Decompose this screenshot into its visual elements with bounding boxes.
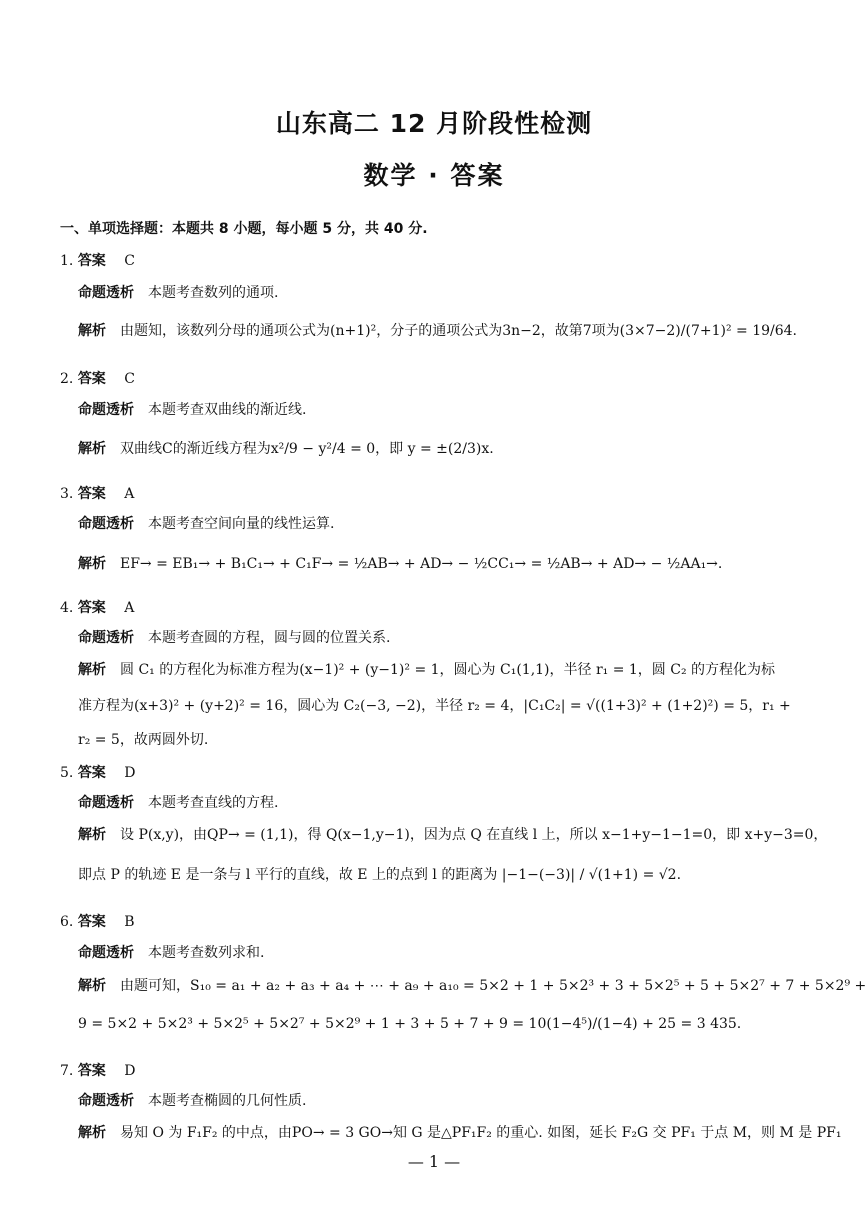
solution-text: 易知 O 为 F₁F₂ 的中点，由PO→ = 3 GO→知 G 是△PF₁F₂ 的重心. 如图，延长 F₂G 交 PF₁ 于点 M，则 M 是 PF₁ — [120, 1125, 842, 1141]
solution-label: 解析 — [78, 556, 106, 572]
analysis-row-4 — [78, 629, 808, 647]
solution-row-6 — [78, 977, 867, 995]
analysis-label: 命题透析 — [78, 1093, 134, 1109]
analysis-label: 命题透析 — [78, 516, 134, 532]
question-number: 1. — [60, 253, 74, 269]
analysis-text: 本题考查数列的通项. — [148, 285, 279, 301]
answer-label: 答案 — [77, 914, 106, 930]
solution-row-4 — [78, 661, 808, 679]
solution-row-3 — [78, 555, 808, 573]
solution-label: 解析 — [78, 323, 106, 339]
answer-row-1 — [60, 250, 135, 270]
solution-row-5 — [78, 826, 828, 844]
analysis-label: 命题透析 — [78, 795, 134, 811]
analysis-text: 本题考查数列求和. — [148, 945, 265, 961]
answer-row-6 — [60, 911, 135, 931]
analysis-text: 本题考查直线的方程. — [148, 795, 279, 811]
analysis-label: 命题透析 — [78, 285, 134, 301]
solution-label: 解析 — [78, 662, 106, 678]
analysis-row-6 — [78, 944, 808, 962]
question-number: 3. — [60, 486, 74, 502]
analysis-label: 命题透析 — [78, 402, 134, 418]
solution-label: 解析 — [78, 827, 106, 843]
analysis-text: 本题考查空间向量的线性运算. — [148, 516, 335, 532]
solution-row-1 — [78, 322, 808, 340]
solution-row-6-cont-1: 9 = 5×2 + 5×2³ + 5×2⁵ + 5×2⁷ + 5×2⁹ + 1 + 3 + 5 + 7 + 9 = 10(1−4⁵)/(1−4) + 25 = 3 435. — [78, 1016, 742, 1032]
answer-label: 答案 — [77, 253, 106, 269]
solution-row-4-cont-2: r₂ = 5，故两圆外切. — [78, 732, 209, 748]
analysis-row-3 — [78, 515, 808, 533]
section-heading: 一、单项选择题：本题共 8 小题，每小题 5 分，共 40 分. — [60, 221, 428, 237]
page-number: — 1 — — [407, 1152, 461, 1171]
answer-label: 答案 — [77, 600, 106, 616]
answer-value: D — [124, 765, 136, 781]
solution-text: 由题知，该数列分母的通项公式为(n+1)²，分子的通项公式为3n−2，故第7项为(3×7−2)/(7+1)² = 19/64. — [120, 323, 797, 339]
answer-value: C — [124, 371, 135, 387]
answer-row-5 — [60, 762, 136, 782]
answer-row-3 — [60, 483, 134, 503]
document-title: 山东高二 12 月阶段性检测 — [275, 109, 593, 138]
analysis-row-2 — [78, 401, 808, 419]
analysis-label: 命题透析 — [78, 945, 134, 961]
answer-label: 答案 — [77, 486, 106, 502]
solution-row-7 — [78, 1124, 842, 1142]
analysis-text: 本题考查圆的方程，圆与圆的位置关系. — [148, 630, 391, 646]
answer-value: A — [124, 600, 135, 616]
analysis-text: 本题考查椭圆的几何性质. — [148, 1093, 307, 1109]
question-number: 5. — [60, 765, 74, 781]
solution-row-5-cont-1: 即点 P 的轨迹 E 是一条与 l 平行的直线，故 E 上的点到 l 的距离为 |−1−(−3)| / √(1+1) = √2. — [78, 867, 682, 883]
answer-label: 答案 — [77, 765, 106, 781]
question-number: 4. — [60, 600, 74, 616]
answer-label: 答案 — [77, 371, 106, 387]
answer-label: 答案 — [77, 1063, 106, 1079]
answer-row-4 — [60, 597, 134, 617]
analysis-row-7 — [78, 1092, 808, 1110]
solution-row-4-cont-1: 准方程为(x+3)² + (y+2)² = 16，圆心为 C₂(−3, −2)，半径 r₂ = 4，|C₁C₂| = √((1+3)² + (1+2)²) = 5，r₁ + — [78, 698, 791, 714]
solution-row-2 — [78, 440, 808, 458]
answer-value: A — [124, 486, 135, 502]
solution-label: 解析 — [78, 1125, 106, 1141]
analysis-row-1 — [78, 284, 808, 302]
solution-text: 由题可知，S₁₀ = a₁ + a₂ + a₃ + a₄ + ⋯ + a₉ + a₁₀ = 5×2 + 1 + 5×2³ + 3 + 5×2⁵ + 5 + 5×2⁷ + 7 + 5×2⁹ + — [120, 978, 867, 994]
question-number: 6. — [60, 914, 74, 930]
answer-value: D — [124, 1063, 136, 1079]
answer-row-7 — [60, 1060, 136, 1080]
solution-text: 圆 C₁ 的方程化为标准方程为(x−1)² + (y−1)² = 1，圆心为 C₁(1,1)，半径 r₁ = 1，圆 C₂ 的方程化为标 — [120, 662, 776, 678]
solution-text: 双曲线C的渐近线方程为x²/9 − y²/4 = 0，即 y = ±(2/3)x. — [120, 441, 494, 457]
answer-value: B — [124, 914, 135, 930]
question-number: 2. — [60, 371, 74, 387]
answer-value: C — [124, 253, 135, 269]
solution-text: EF→ = EB₁→ + B₁C₁→ + C₁F→ = ½AB→ + AD→ − ½CC₁→ = ½AB→ + AD→ − ½AA₁→. — [120, 556, 723, 572]
question-number: 7. — [60, 1063, 74, 1079]
analysis-row-5 — [78, 794, 808, 812]
answer-row-2 — [60, 368, 135, 388]
analysis-label: 命题透析 — [78, 630, 134, 646]
analysis-text: 本题考查双曲线的渐近线. — [148, 402, 307, 418]
solution-text: 设 P(x,y)，由QP→ = (1,1)，得 Q(x−1,y−1)，因为点 Q 在直线 l 上，所以 x−1+y−1−1=0，即 x+y−3=0， — [120, 827, 828, 843]
document-subtitle: 数学 · 答案 — [363, 161, 505, 190]
solution-label: 解析 — [78, 441, 106, 457]
solution-label: 解析 — [78, 978, 106, 994]
